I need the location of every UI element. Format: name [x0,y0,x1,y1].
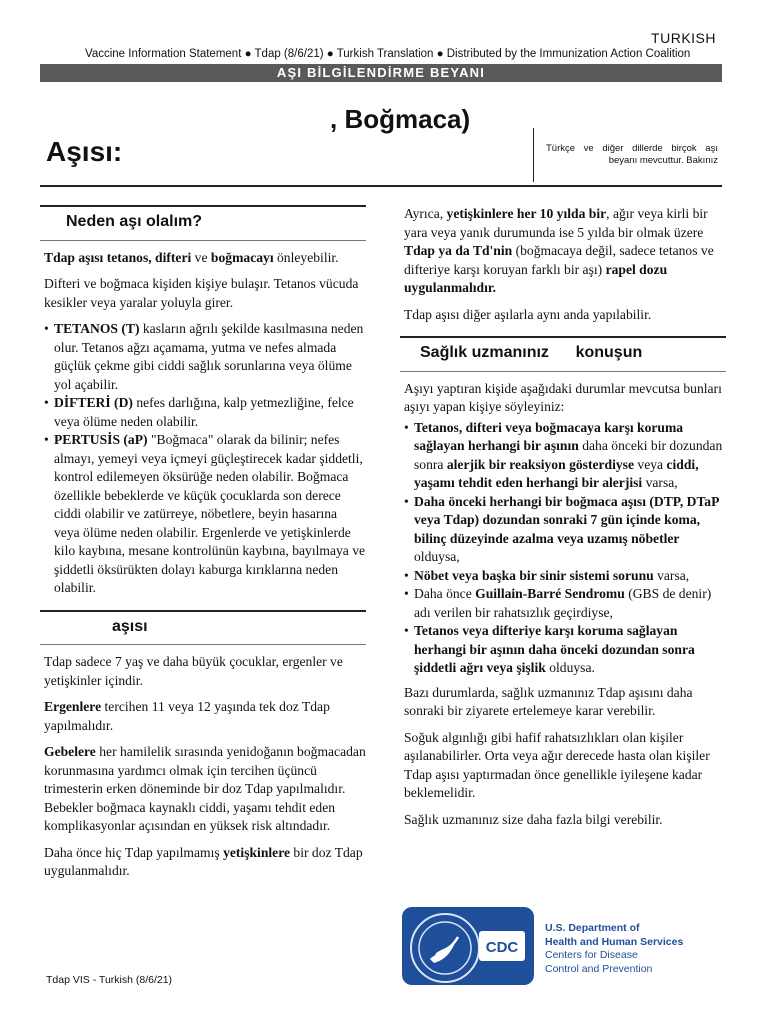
paragraph-text: tercihen 11 veya 12 yaşında tek doz Tdap yapılmalıdır. [44,699,330,733]
paragraph-text: , ağır veya kirli bir yara veya yanık durumunda ise 5 yılda bir olmak üzere [404,206,708,240]
lead-text: ve [191,249,211,265]
hhs-line: U.S. Department of [545,922,640,934]
list-item [404,585,726,622]
list-item-bold: Tetanos veya difteriye karşı koruma sağlayan herhangi bir aşının daha önceki dozundan sonra şiddetli ağrı veya şişlik [414,623,695,675]
list-item [404,493,726,567]
hhs-seal-icon [410,913,480,983]
paragraph-text: Daha önce hiç Tdap yapılmamış [44,844,224,860]
paragraph [404,205,726,298]
paragraph-text: Ayrıca, [404,206,447,221]
paragraph-bold: Gebelere [44,744,96,759]
list-item-text: Daha önce [414,586,476,601]
list-item-text: daha önceki bir dozundan sonra [414,438,723,472]
page-title: Aşısı: [46,136,123,167]
section-title: Neden aşı olalım? [66,213,203,230]
section-title: Sağlık uzmanınız konuşun [420,344,643,361]
paragraph [44,698,366,735]
list-item-head: PERTUSİS (aP) [54,432,148,447]
paragraph: Tdap aşısı diğer aşılarla aynı anda yapılabilir. [404,306,652,322]
list-item-text: (GBS de denir) adı verilen bir rahatsızlık geçirdiyse, [414,586,712,620]
list-item-text: veya [634,456,667,472]
paragraph-text: bir doz Tdap uygulanmalıdır. [44,844,363,878]
section-title: aşısı [112,617,148,635]
paragraph-bold: rapel dozu uygulanmalıdır. [404,261,668,295]
cdc-line: Centers for Disease [545,949,638,961]
cdc-logo-text: CDC [485,939,519,956]
cdc-line: Control and Prevention [545,962,653,975]
list-item [404,622,726,678]
list-item-text: varsa, [642,475,678,490]
list-item [404,567,726,586]
paragraph-bold: yetişkinlere her 10 yılda bir [446,206,607,221]
list-item [404,419,726,493]
section-heading-provider [400,338,726,372]
lead-bold: Tdap aşısı tetanos, difteri [44,249,192,265]
section-heading-vaccine [40,612,366,646]
list-item-bold: Daha önceki herhangi bir boğmaca aşısı (DTP, DTaP veya Tdap) dozundan sonraki 7 gün içinde koma, bilinç düzeyinde azalma veya uzamış nöbetler [414,493,719,546]
paragraph: Tdap sadece 7 yaş ve daha büyük çocuklar, ergenler ve yetişkinler içindir. [44,654,343,688]
list-item-bold: ciddi, yaşamı tehdit eden herhangi bir alerjisi [414,456,699,490]
section-heading-why [40,207,366,241]
list-item-head: DİFTERİ (D) [54,395,133,410]
list-item-text: olduysa. [545,660,595,675]
paragraph-text: (boğmacaya değil, sadece tetanos ve difteriye karşı koruyan farklı bir aşı) [404,243,714,277]
left-column [44,205,366,889]
list-item [44,320,366,394]
paragraph-text: her hamilelik sırasında yenidoğanın boğmacadan korunmasına yardımcı olmak için tercihen üçüncü trimesterin erken döneminde bir doz Tdap yapılmalıdır. Bebekler boğmaca kaynaklı ciddi, yaşamı tehdit eden komplikasyonlar açısından en yüksek risk altındadır. [44,744,366,833]
distribution-line: Vaccine Information Statement ● Tdap (8/6/21) ● Turkish Translation ● Distributed by the Immunization Action Coalition [85,48,691,60]
paragraph: Difteri ve boğmaca kişiden kişiye bulaşır. Tetanos vücuda kesikler veya yaralar yoluyla girer. [44,276,359,310]
language-label: TURKISH [651,30,716,46]
lead-bold: boğmacayı [210,249,274,265]
paragraph: Bazı durumlarda, sağlık uzmanınız Tdap aşısını daha sonraki bir ziyarete ertelemeye karar verebilir. [404,684,693,718]
list-item-bold: Tetanos, difteri veya boğmacaya karşı koruma sağlayan herhangi bir aşının [414,419,684,453]
hhs-text-block [545,922,683,976]
paragraph: Sağlık uzmanınız size daha fazla bilgi verebilir. [404,811,663,827]
paragraph [44,743,366,836]
document-banner: AŞI BİLGİLENDİRME BEYANI [40,64,722,82]
paragraph: Aşıyı yaptıran kişide aşağıdaki durumlar mevcutsa bunları aşıyı yapan kişiye söyleyiniz: [404,380,722,414]
title-fragment: , Boğmaca) [330,104,471,134]
footer-label: Tdap VIS - Turkish (8/6/21) [46,974,173,986]
hhs-line: Health and Human Services [545,935,684,948]
list-item-bold: alerjik bir reaksiyon gösterdiyse [446,456,635,472]
list-item-body: nefes darlığına, kalp yetmezliğine, felce veya ölüme neden olabilir. [54,395,354,429]
list-item-head: TETANOS (T) [54,321,140,336]
paragraph-bold: Ergenlere [44,699,102,714]
list-item-body: "Boğmaca" olarak da bilinir; nefes almayı, yemeyi veya içmeyi güçleştirecek kadar şiddetli, kontrol edilemeyen öksürüğe neden olabilir. Boğmaca özellikle bebeklerde ve küçük çocuklarda son derece ciddi olabilir ve zatürreye, nöbetlere, beyin hasarına veya ölüme neden olabilir. Ergenlerde ve yetişkinlerde kilo kaybına, mesane kontrolünün kaybına, bayılmaya ve şiddetli öksürükten dolayı kaburga kırıklarına neden olabilir. [54,432,366,595]
list-item-bold: Nöbet veya başka bir sinir sistemi sorunu [414,567,654,583]
lead-text: önleyebilir. [273,249,339,265]
list-item [44,394,366,431]
title-divider [533,128,534,182]
paragraph [44,844,366,881]
paragraph-bold: yetişkinlere [223,844,291,860]
lead-paragraph [44,249,366,268]
right-column [404,205,726,837]
disease-list [44,320,366,598]
list-item [44,431,366,598]
title-rule [40,185,722,187]
list-item-text: varsa, [653,567,690,583]
paragraph: Soğuk algınlığı gibi hafif rahatsızlıkları olan kişiler aşılanabilirler. Orta veya ağır derecede hasta olan kişiler Tdap aşısı yaptırmadan önce genellikle iyileşene kadar beklemelidir. [404,729,710,800]
languages-note: Türkçe ve diğer dillerde birçok aşı beyanı mevcuttur. Bakınız [546,143,718,166]
list-item-body: kasların ağrılı şekilde kasılmasına neden olur. Tetanos ağzı açamama, yutma ve nefes almada güçlük çekme gibi ciddi sağlık sorunlarına veya ölüme yol açabilir. [54,321,364,392]
list-item-bold: Guillain-Barré Sendromu [475,586,625,601]
paragraph-bold: Tdap ya da Td'nin [404,243,513,258]
conditions-list [404,419,726,678]
list-item-text: olduysa, [414,549,460,564]
cdc-logo-icon [478,930,526,962]
